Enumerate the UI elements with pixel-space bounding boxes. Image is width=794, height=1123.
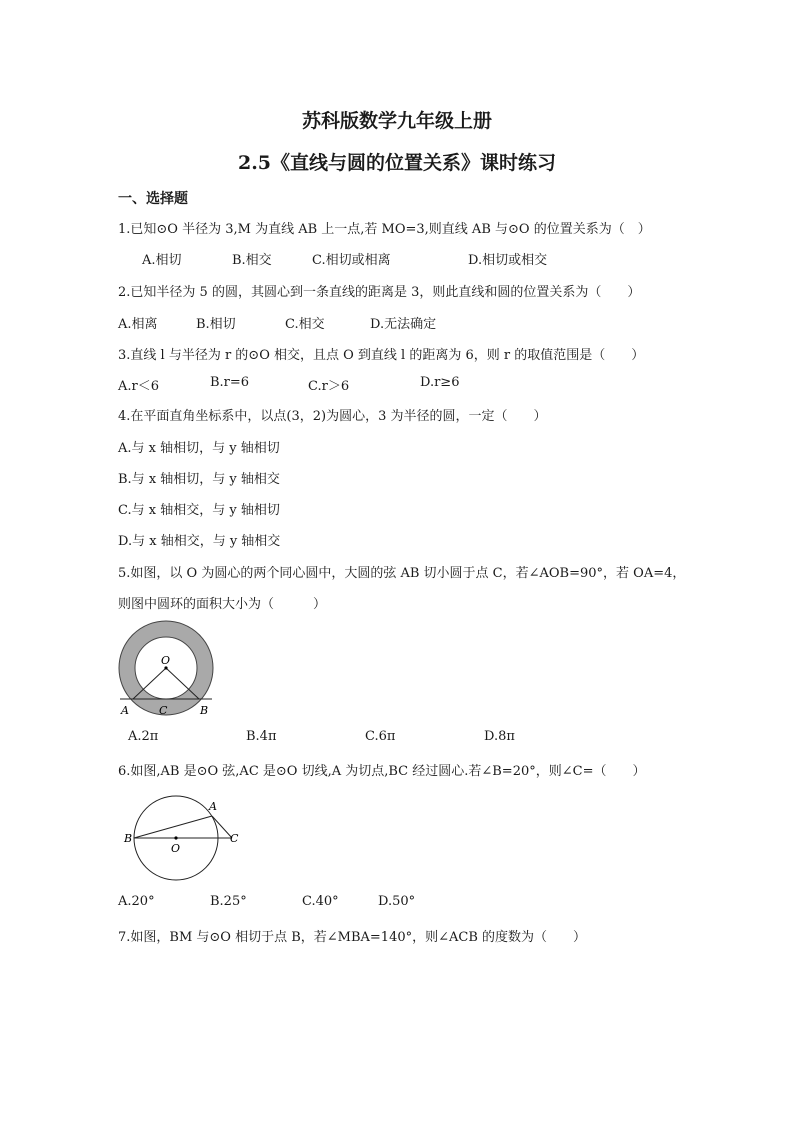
page-subtitle: 2.5《直线与圆的位置关系》课时练习 [237, 152, 557, 174]
q6-option-b: B.25° [210, 894, 247, 909]
q5-option-d: D.8π [484, 729, 515, 744]
q2-option-c: C.相交 [285, 317, 325, 332]
q5-option-c: C.6π [365, 729, 396, 744]
q2-option-a: A.相离 [118, 317, 158, 332]
q5-annulus-figure [116, 618, 220, 718]
q5-stem-line1: 5.如图，以 O 为圆心的两个同心圆中，大圆的弦 AB 切小圆于点 C，若∠AOB=90°，若 OA=4， [118, 566, 686, 581]
q4-stem: 4.在平面直角坐标系中，以点(3，2)为圆心，3 为半径的圆，一定（ ） [118, 409, 547, 424]
q6-option-c: C.40° [302, 894, 339, 909]
section-heading: 一、选择题 [118, 191, 188, 207]
q7-stem: 7.如图，BM 与⊙O 相切于点 B，若∠MBA=140°，则∠ACB 的度数为（ ） [118, 930, 587, 945]
q5-stem-line2: 则图中圆环的面积大小为（ ） [118, 597, 327, 612]
q3-option-b: B.r=6 [210, 375, 250, 390]
q5-option-b: B.4π [246, 729, 277, 744]
chord-ab [134, 816, 212, 838]
label-b: B [124, 832, 133, 845]
q6-stem: 6.如图,AB 是⊙O 弦,AC 是⊙O 切线,A 为切点,BC 经过圆心.若∠B=20°，则∠C=（ ） [118, 764, 646, 779]
q1-option-d: D.相切或相交 [468, 253, 548, 268]
q3-stem: 3.直线 l 与半径为 r 的⊙O 相交，且点 O 到直线 l 的距离为 6，则 r 的取值范围是（ ） [118, 348, 645, 363]
q6-option-a: A.20° [118, 894, 155, 909]
label-c: C [230, 832, 239, 845]
q6-option-d: D.50° [378, 894, 416, 909]
label-a: A [121, 704, 129, 717]
q5-option-a: A.2π [128, 729, 159, 744]
q2-option-d: D.无法确定 [370, 317, 437, 332]
label-c: C [159, 704, 168, 717]
q2-stem: 2.已知半径为 5 的圆，其圆心到一条直线的距离是 3，则此直线和圆的位置关系为（ ） [118, 285, 641, 300]
label-o: O [161, 654, 171, 667]
label-b: B [200, 704, 209, 717]
q1-option-b: B.相交 [232, 253, 272, 268]
q6-tangent-figure [120, 790, 244, 886]
q3-option-d: D.r≥6 [420, 375, 460, 390]
center-dot [174, 836, 177, 839]
q4-option-d: D.与 x 轴相交，与 y 轴相交 [118, 534, 281, 549]
label-a: A [209, 800, 217, 813]
q1-stem: 1.已知⊙O 半径为 3,M 为直线 AB 上一点,若 MO=3,则直线 AB 与⊙O 的位置关系为（ ） [118, 222, 651, 237]
q2-option-b: B.相切 [196, 317, 236, 332]
tangent-ac [212, 816, 232, 838]
q4-option-c: C.与 x 轴相交，与 y 轴相切 [118, 503, 280, 518]
label-o: O [171, 842, 181, 855]
q4-option-b: B.与 x 轴相切，与 y 轴相交 [118, 472, 280, 487]
q3-option-c: C.r＞6 [308, 379, 350, 394]
q3-option-a: A.r＜6 [118, 379, 160, 394]
page-title: 苏科版数学九年级上册 [301, 110, 492, 132]
q1-option-c: C.相切或相离 [312, 253, 391, 268]
q4-option-a: A.与 x 轴相切，与 y 轴相切 [118, 441, 280, 456]
q1-option-a: A.相切 [142, 253, 182, 268]
